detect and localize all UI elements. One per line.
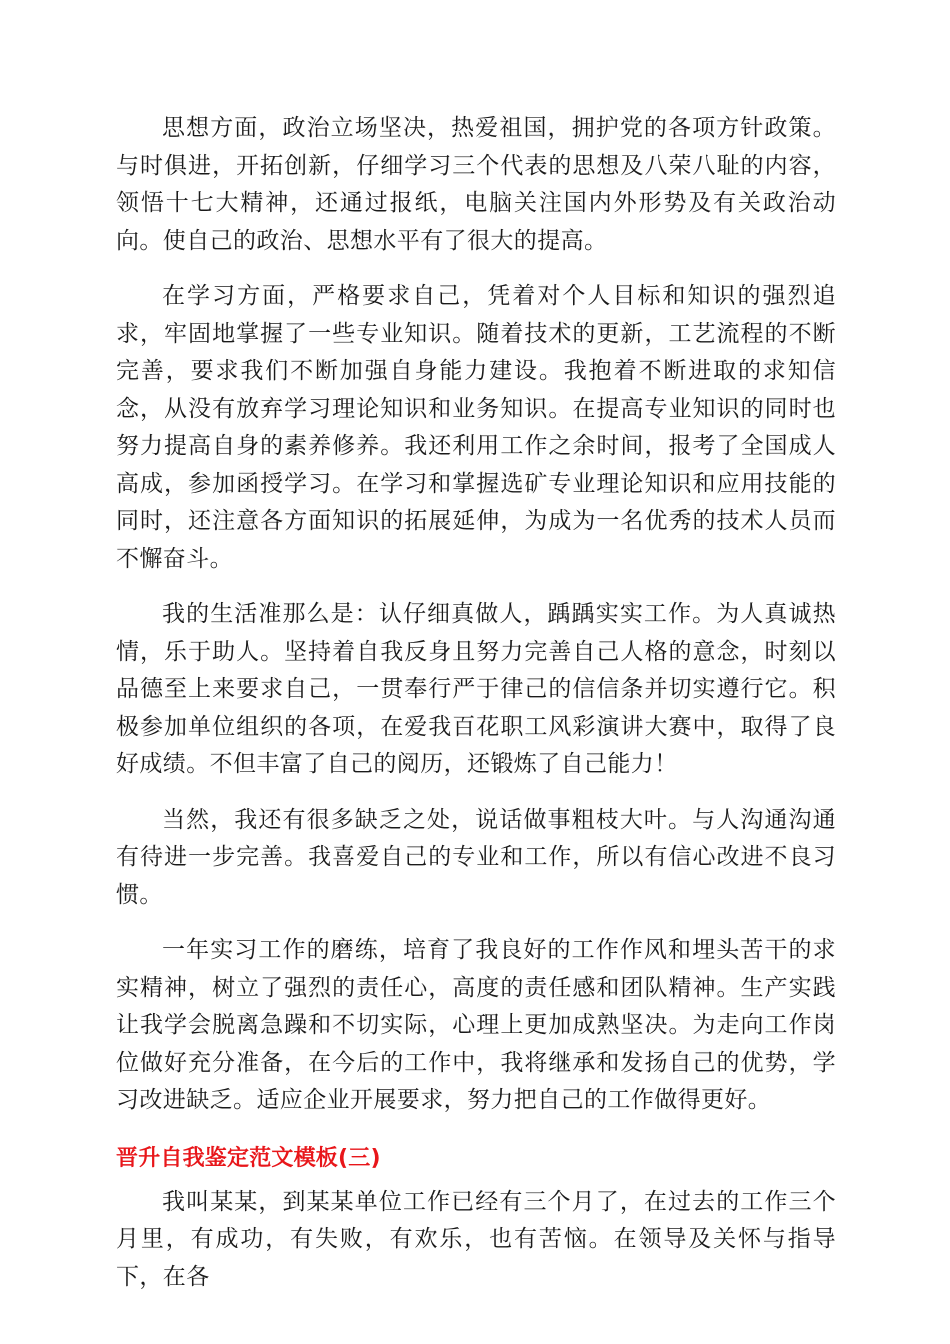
paragraph-shortcomings: 当然，我还有很多缺乏之处，说话做事粗枝大叶。与人沟通沟通有待进一步完善。我喜爱自己的专业和工作，所以有信心改进不良习惯。 xyxy=(116,806,836,908)
paragraph-life: 我的生活准那么是：认仔细真做人，踽踽实实工作。为人真诚热情，乐于助人。坚持着自我反身且努力完善自己人格的意念，时刻以品德至上来要求自己，一贯奉行严于律己的信信条并切实遵行它。积极参加单位组织的各项，在爱我百花职工风彩演讲大赛中，取得了良好成绩。不但丰富了自己的阅历，还锻炼了自己能力！ xyxy=(116,601,836,777)
document-body xyxy=(116,110,836,1296)
paragraph-intro: 我叫某某，到某某单位工作已经有三个月了，在过去的工作三个月里，有成功，有失败，有欢乐，也有苦恼。在领导及关怀与指导下，在各 xyxy=(116,1188,836,1290)
paragraph-study: 在学习方面，严格要求自己，凭着对个人目标和知识的强烈追求，牢固地掌握了一些专业知识。随着技术的更新，工艺流程的不断完善，要求我们不断加强自身能力建设。我抱着不断进取的求知信念，从没有放弃学习理论知识和业务知识。在提高专业知识的同时也努力提高自身的素养修养。我还利用工作之余时间，报考了全国成人高成，参加函授学习。在学习和掌握选矿专业理论知识和应用技能的同时，还注意各方面知识的拓展延伸，为成为一名优秀的技术人员而不懈奋斗。 xyxy=(116,283,836,572)
paragraph-internship-summary: 一年实习工作的磨练，培育了我良好的工作作风和埋头苦干的求实精神，树立了强烈的责任心，高度的责任感和团队精神。生产实践让我学会脱离急躁和不切实际，心理上更加成熟坚决。为走向工作岗位做好充分准备，在今后的工作中，我将继承和发扬自己的优势，学习改进缺乏。适应企业开展要求，努力把自己的工作做得更好。 xyxy=(116,937,836,1113)
section-heading: 晋升自我鉴定范文模板(三) xyxy=(116,1145,381,1171)
paragraph-political-thought: 思想方面，政治立场坚决，热爱祖国，拥护党的各项方针政策。与时俱进，开拓创新，仔细学习三个代表的思想及八荣八耻的内容，领悟十七大精神，还通过报纸，电脑关注国内外形势及有关政治动向。使自己的政治、思想水平有了很大的提高。 xyxy=(116,115,836,254)
